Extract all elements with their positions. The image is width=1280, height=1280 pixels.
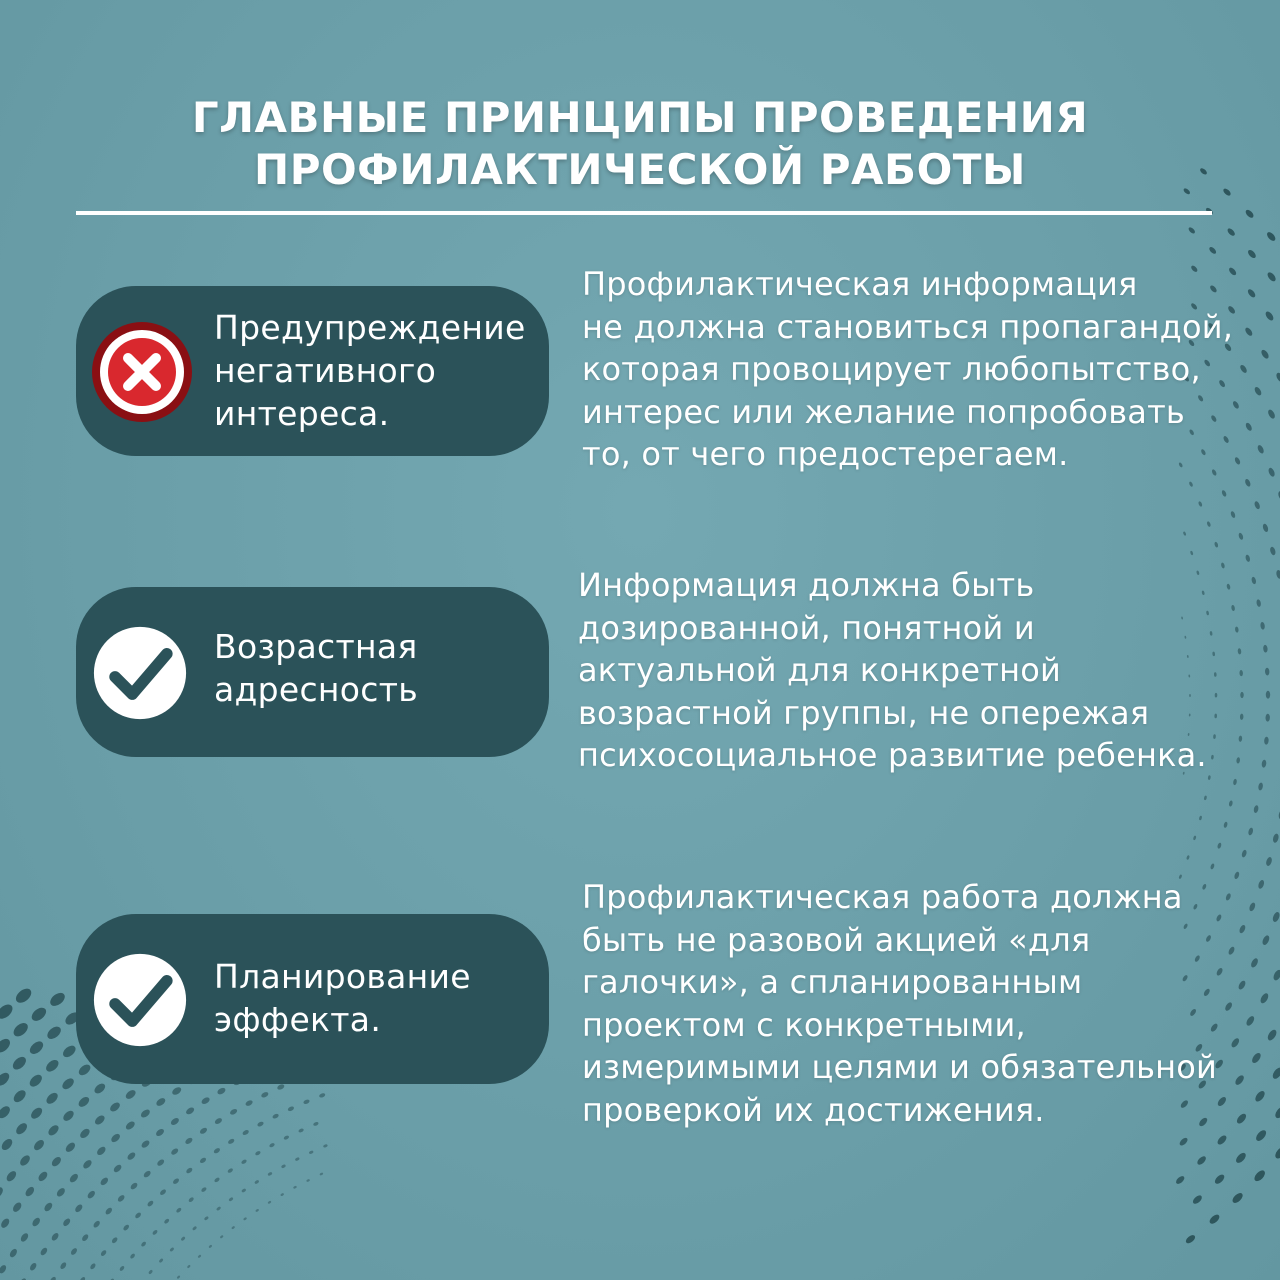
principle-description: Профилактическая работа должна быть не разовой акцией «для галочки», а спланированным проектом с конкретными, измеримыми целями и обязательной проверкой их достижения. xyxy=(582,878,1218,1129)
page-title xyxy=(0,92,1280,196)
principle-card-age-targeting xyxy=(76,587,549,757)
check-icon xyxy=(92,952,188,1048)
title-divider xyxy=(76,211,1212,215)
principle-description: Информация должна быть дозированной, понятной и актуальной для конкретной возрастной группы, не опережая психосоциальное развитие ребенка. xyxy=(578,566,1207,775)
principle-label: Предупреждение негативного интереса. xyxy=(214,308,526,433)
cross-icon xyxy=(92,322,192,422)
page-title-line-2: ПРОФИЛАКТИЧЕСКОЙ РАБОТЫ xyxy=(254,145,1026,194)
check-icon xyxy=(92,625,188,721)
principle-card-effect-planning xyxy=(76,914,549,1084)
page-title-line-1: ГЛАВНЫЕ ПРИНЦИПЫ ПРОВЕДЕНИЯ xyxy=(191,93,1089,142)
principle-label: Возрастная адресность xyxy=(214,627,419,709)
principle-card-negative-interest xyxy=(76,286,549,456)
principle-description: Профилактическая информация не должна становиться пропагандой, которая провоцирует любопытство, интерес или желание попробовать то, от чего предостерегаем. xyxy=(582,265,1234,474)
principle-label: Планирование эффекта. xyxy=(214,957,471,1039)
